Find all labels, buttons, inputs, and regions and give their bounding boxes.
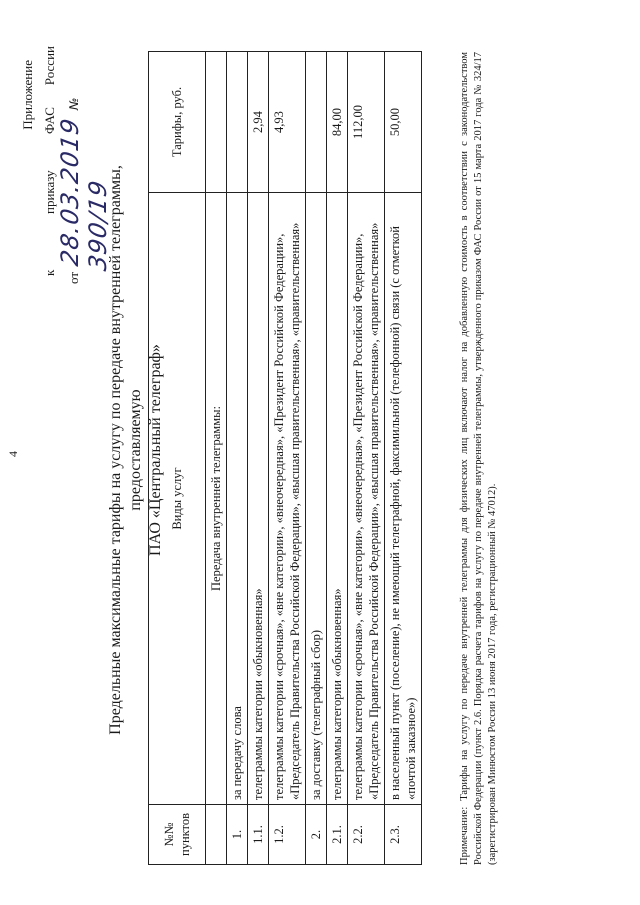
title-line-2: ПАО «Центральный телеграф» [147,344,164,556]
row-num: 2.1. [327,805,348,865]
table-row [348,52,385,865]
order-word-fas: ФАС [42,107,57,134]
header-price: Тарифы, руб. [149,52,206,193]
table-row [248,52,269,865]
row-service: телеграммы категории «срочная», «вне категории», «внеочередная», «Президент Российской Федерации», «Председатель Правительства Российской Федерации», «высшая правительственная», «правительственная» [269,193,306,805]
header-service: Виды услуг [149,193,206,805]
table-row [269,52,306,865]
table-row [327,52,348,865]
row-service: за доставку (телеграфный сбор) [306,193,327,805]
footnote [458,52,500,865]
number-sign: № [67,95,81,112]
order-word-prikazu: приказу [42,170,57,214]
table-row [227,52,248,865]
section-row [206,52,227,865]
row-price: 112,00 [348,52,385,193]
row-price [227,52,248,193]
row-num: 2. [306,805,327,865]
handwritten-date-number [56,49,112,273]
row-service: телеграммы категории «обыкновенная» [327,193,348,805]
page-number: 4 [6,451,20,457]
row-num: 1.2. [269,805,306,865]
title-line-1: Предельные максимальные тарифы на услугу по передаче внутренней телеграммы, предоставляемую [107,165,144,735]
order-word-rossii: России [42,46,57,86]
table-row [385,52,422,865]
row-num: 1. [227,805,248,865]
row-num: 2.3. [385,805,422,865]
tariff-table [148,51,422,865]
section-title: Передача внутренней телеграммы: [206,193,227,805]
row-num: 2.2. [348,805,385,865]
row-service: телеграммы категории «срочная», «вне категории», «внеочередная», «Президент Российской Федерации», «Председатель Правительства Российской Федерации», «высшая правительственная», «правительственная» [348,193,385,805]
row-service: телеграммы категории «обыкновенная» [248,193,269,805]
row-price: 50,00 [385,52,422,193]
row-num: 1.1. [248,805,269,865]
row-price: 84,00 [327,52,348,193]
table-row [306,52,327,865]
handwritten-date: 28.03.2019 [56,115,84,268]
note-label: Примечание: [459,806,470,865]
row-price: 4,93 [269,52,306,193]
row-service: в населенный пункт (поселение), не имеющий телеграфной, факсимильной (телефонной) связи (с отметкой «почтой заказное») [385,193,422,805]
row-price: 2,94 [248,52,269,193]
order-word-k: к [42,269,57,276]
header-num: №№ пунктов [149,805,206,865]
date-prefix: от [66,271,81,284]
table-header-row [149,52,206,865]
note-text: Тарифы на услугу по передаче внутренней телеграммы для физических лиц включают налог на добавленную стоимость в соответствии с законодательством Российской Федерации (пункт 2.6. Порядка расчета тарифов на услугу по передаче внутренней телеграммы, утвержденного приказом ФАС России от 15 марта 2017 года № 324/17 (зарегистрирован Минюстом России 13 июня 2017 года, регистрационный № 47012). [459,52,498,865]
row-price [306,52,327,193]
appendix-title: Приложение [20,60,35,130]
handwritten-number: 390/19 [84,177,112,273]
row-service: за передачу слова [227,193,248,805]
